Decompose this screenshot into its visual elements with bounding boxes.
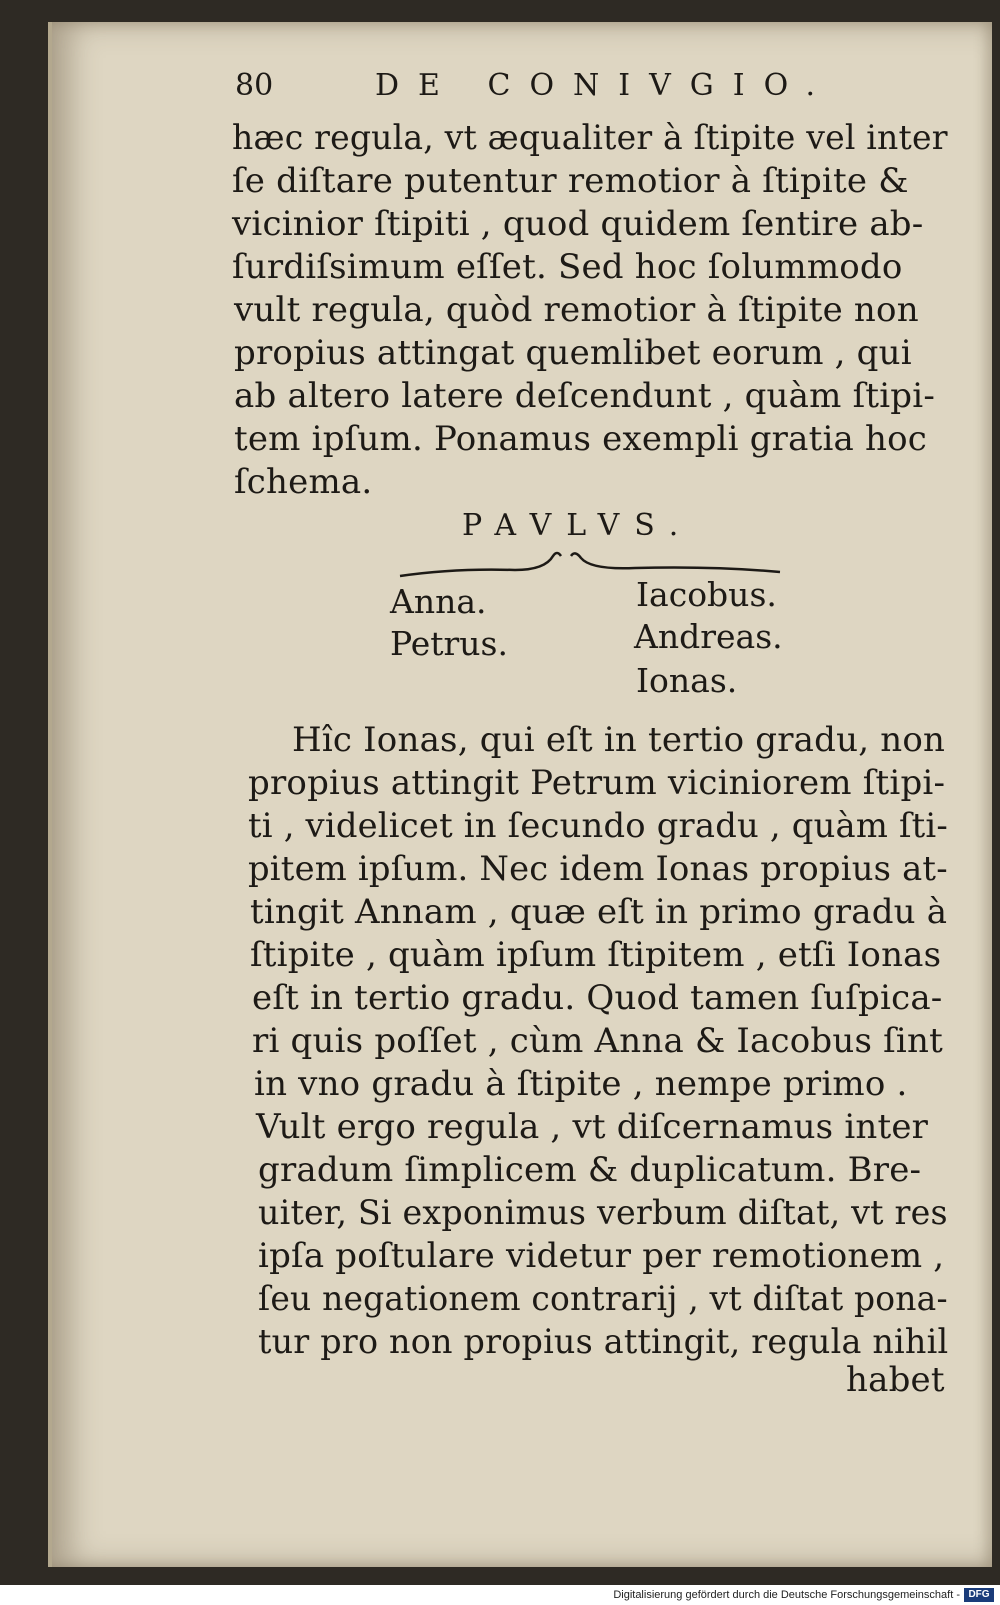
- text-line: in vno gradu à ſtipite , nempe primo .: [254, 1064, 908, 1104]
- text-line: ſchema.: [234, 462, 373, 502]
- text-line: tingit Annam , quæ eſt in primo gradu à: [250, 892, 948, 932]
- text-line: uiter, Si exponimus verbum diſtat, vt res: [258, 1193, 948, 1233]
- text-line: Vult ergo regula , vt diſcernamus inter: [256, 1107, 929, 1147]
- dfg-logo-icon: DFG: [964, 1588, 994, 1602]
- page-number: 80: [235, 68, 274, 103]
- text-line: ti , videlicet in ſecundo gradu , quàm ſti-: [248, 806, 949, 846]
- text-line: tur pro non propius attingit, regula nihil: [258, 1322, 949, 1362]
- text-line: gradum ſimplicem & duplicatum. Bre-: [258, 1150, 922, 1190]
- text-line: ſtipite , quàm ipſum ſtipitem , etſi Ionas: [250, 935, 942, 975]
- text-line: ſeu negationem contrarij , vt diſtat pona-: [258, 1279, 948, 1319]
- schema-right-name: Ionas.: [636, 661, 738, 700]
- text-line: eſt in tertio gradu. Quod tamen ſuſpica-: [252, 978, 943, 1018]
- text-line: hæc regula, vt æqualiter à ſtipite vel inter: [232, 118, 948, 158]
- catchword: habet: [846, 1360, 945, 1400]
- text-line: tem ipſum. Ponamus exempli gratia hoc: [234, 419, 928, 459]
- schema-root: PAVLVS.: [462, 508, 694, 543]
- schema-right-name: Andreas.: [634, 617, 783, 656]
- text-line: ab altero latere deſcendunt , quàm ſtipi-: [234, 376, 936, 416]
- text-line: vult regula, quòd remotior à ſtipite non: [234, 290, 919, 330]
- text-line: propius attingit Petrum viciniorem ſtipi-: [248, 763, 946, 803]
- text-line: ſurdiſsimum eſſet. Sed hoc ſolummodo: [232, 247, 903, 287]
- schema-left-name: Petrus.: [390, 624, 508, 663]
- text-line: Hîc Ionas, qui eſt in tertio gradu, non: [292, 720, 946, 760]
- footer-credit: Digitalisierung gefördert durch die Deutsche Forschungsgemeinschaft -: [613, 1589, 960, 1601]
- text-line: ipſa poſtulare videtur per remotionem ,: [258, 1236, 945, 1276]
- schema-right-name: Iacobus.: [636, 575, 777, 614]
- text-line: ſe diſtare putentur remotior à ſtipite &: [232, 161, 909, 201]
- text-line: pitem ipſum. Nec idem Ionas propius at-: [248, 849, 948, 889]
- text-line: vicinior ſtipiti , quod quidem ſentire ab-: [232, 204, 924, 244]
- text-line: ri quis poſſet , cùm Anna & Iacobus ſint: [252, 1021, 943, 1061]
- schema-left-name: Anna.: [390, 582, 487, 621]
- text-line: propius attingat quemlibet eorum , qui: [234, 333, 912, 373]
- running-title: DE CONIVGIO.: [375, 68, 834, 103]
